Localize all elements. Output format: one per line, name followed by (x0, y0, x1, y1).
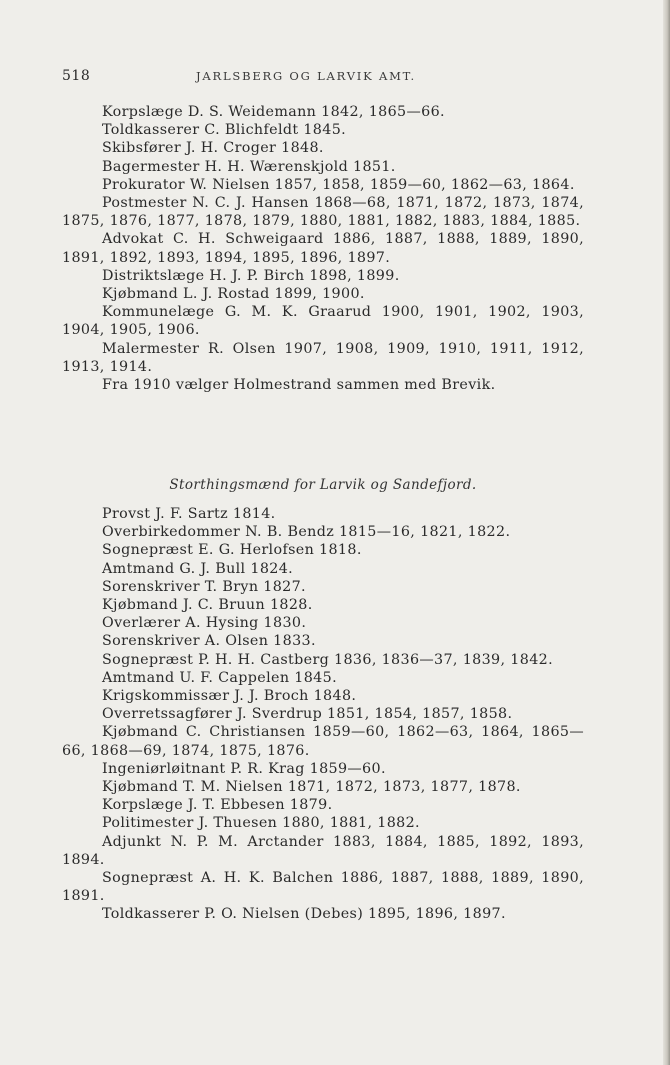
list-item: Overbirkedommer N. B. Bendz 1815—16, 1821, 1822. (102, 524, 511, 541)
list-item: Korpslæge J. T. Ebbesen 1879. (102, 797, 333, 814)
list-item: Provst J. F. Sartz 1814. (102, 506, 276, 522)
list-item: Sognepræst E. G. Herlofsen 1818. (102, 542, 362, 559)
list-item: Toldkasserer P. O. Nielsen (Debes) 1895, 1896, 1897. (102, 906, 506, 923)
list-item: Kjøbmand J. C. Bruun 1828. (102, 597, 313, 614)
list-item: Kjøbmand T. M. Nielsen 1871, 1872, 1873, 1877, 1878. (102, 779, 521, 796)
list-item: Skibsfører J. H. Croger 1848. (102, 140, 324, 157)
page-edge (663, 0, 670, 1065)
list-item: Sorenskriver A. Olsen 1833. (102, 633, 316, 650)
entry-list-1 (62, 103, 584, 394)
list-item: Overretssagfører J. Sverdrup 1851, 1854, 1857, 1858. (102, 706, 513, 723)
list-item: Krigskommissær J. J. Broch 1848. (102, 688, 357, 705)
entry-list-2 (62, 505, 584, 924)
list-item: Adjunkt N. P. M. Arctander 1883, 1884, 1885, 1892, 1893, 1894. (62, 833, 584, 868)
list-item: Sorenskriver T. Bryn 1827. (102, 578, 306, 595)
list-item: Politimester J. Thuesen 1880, 1881, 1882. (102, 815, 420, 832)
list-item: Kjøbmand C. Christiansen 1859—60, 1862—63, 1864, 1865—66, 1868—69, 1874, 1875, 1876. (62, 724, 584, 759)
list-item: Sognepræst A. H. K. Balchen 1886, 1887, 1888, 1889, 1890, 1891. (62, 870, 584, 905)
list-item: Advokat C. H. Schweigaard 1886, 1887, 1888, 1889, 1890, 1891, 1892, 1893, 1894, 1895, 1896, 1897. (62, 231, 584, 266)
list-item: Kjøbmand L. J. Rostad 1899, 1900. (102, 286, 365, 303)
list-item: Toldkasserer C. Blichfeldt 1845. (102, 122, 347, 139)
list-item: Postmester N. C. J. Hansen 1868—68, 1871, 1872, 1873, 1874, 1875, 1876, 1877, 1878, 1879, 1880, 1881, 1882, 1883, 1884, 1885. (62, 195, 584, 230)
list-item: Overlærer A. Hysing 1830. (102, 615, 307, 632)
list-item: Sognepræst P. H. H. Castberg 1836, 1836—37, 1839, 1842. (102, 651, 553, 668)
list-item: Ingeniørløitnant P. R. Krag 1859—60. (102, 760, 386, 777)
page-header (62, 68, 582, 88)
list-item: Amtmand G. J. Bull 1824. (102, 560, 294, 577)
section-title: Storthingsmænd for Larvik og Sandefjord. (169, 477, 477, 493)
page-number: 518 (62, 68, 91, 84)
list-item: Prokurator W. Nielsen 1857, 1858, 1859—60, 1862—63, 1864. (102, 176, 575, 193)
list-item: Bagermester H. H. Wærenskjold 1851. (102, 158, 396, 175)
list-item: Korpslæge D. S. Weidemann 1842, 1865—66. (102, 104, 445, 120)
list-item: Fra 1910 vælger Holmestrand sammen med Brevik. (102, 377, 496, 394)
list-item: Kommunelæge G. M. K. Graarud 1900, 1901, 1902, 1903, 1904, 1905, 1906. (62, 304, 584, 339)
list-item: Distriktslæge H. J. P. Birch 1898, 1899. (102, 267, 400, 284)
running-title: JARLSBERG OG LARVIK AMT. (196, 69, 416, 83)
list-item: Malermester R. Olsen 1907, 1908, 1909, 1910, 1911, 1912, 1913, 1914. (62, 340, 584, 375)
list-item: Amtmand U. F. Cappelen 1845. (102, 669, 337, 686)
